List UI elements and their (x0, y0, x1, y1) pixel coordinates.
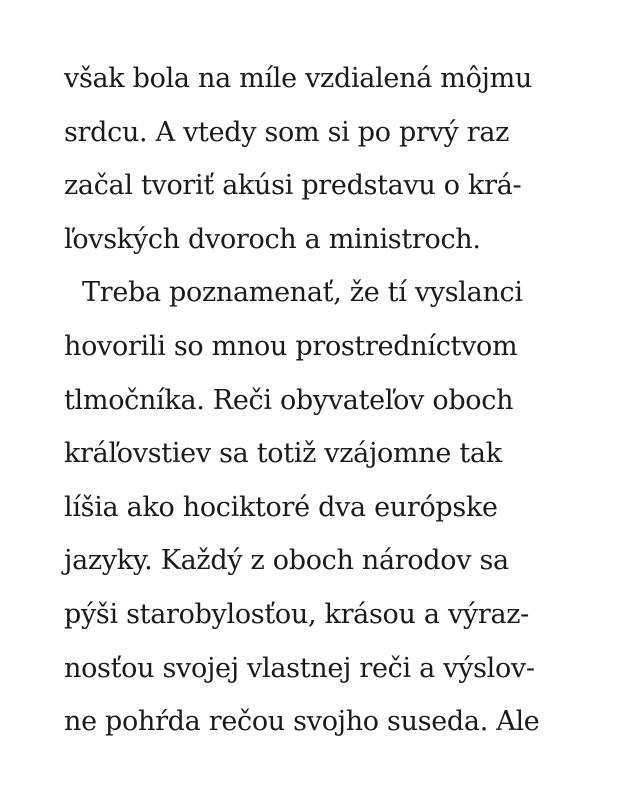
text-line: pýši starobylosťou, krásou a výraz- (64, 598, 530, 630)
text-line: jazyky. Každý z oboch národov sa (64, 545, 509, 577)
text-line: ne pohŕda rečou svojho suseda. Ale (64, 706, 540, 738)
text-line: ľovských dvoroch a ministroch. (64, 223, 481, 255)
text-line: kráľovstiev sa totiž vzájomne tak (64, 438, 502, 470)
text-line: nosťou svojej vlastnej reči a výslov- (64, 652, 535, 684)
text-line: začal tvoriť akúsi predstavu o krá- (64, 170, 522, 202)
text-line: tlmočníka. Reči obyvateľov oboch (64, 384, 514, 416)
text-line: srdcu. A vtedy som si po prvý raz (64, 116, 510, 148)
text-line: hovorili so mnou prostredníctvom (64, 330, 518, 362)
text-line: líšia ako hociktoré dva európske (64, 491, 498, 523)
text-line: však bola na míle vzdialená môjmu (64, 63, 533, 94)
document-page (64, 52, 584, 749)
paragraph-start-line: Treba poznamenať, že tí vyslanci (82, 277, 523, 309)
